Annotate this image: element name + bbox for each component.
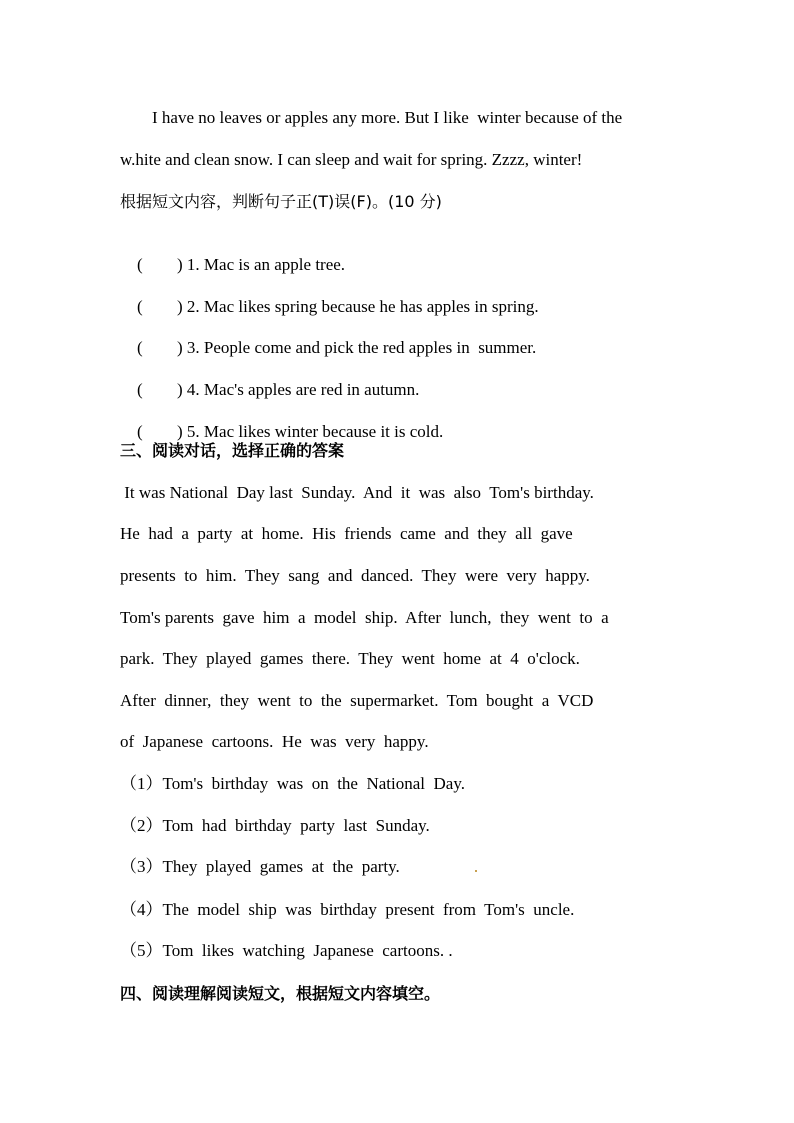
passage-line-1: I have no leaves or apples any more. But I like winter because of the [152, 108, 623, 127]
tf-item-text: 1. Mac is an apple tree. [186, 255, 346, 274]
tf-item-text: 3. People come and pick the red apples in summer. [186, 338, 537, 357]
section-3-passage-line: It was National Day last Sunday. And it was also Tom's birthday. [120, 483, 594, 502]
stray-dot [475, 870, 477, 872]
section-3-question-1: （1）Tom's birthday was on the National Day. [120, 774, 465, 793]
section-3-passage-line: of Japanese cartoons. He was very happy. [120, 732, 429, 751]
section-3-heading: 三、阅读对话，选择正确的答案 [120, 441, 345, 460]
section-3-question-2: （2）Tom had birthday party last Sunday. [120, 816, 430, 835]
section-3-passage-line: After dinner, they went to the supermarket. Tom bought a VCD [120, 691, 594, 710]
passage-line-2: w.hite and clean snow. I can sleep and wait for spring. Zzzz, winter! [120, 150, 583, 169]
tf-item-text: 4. Mac's apples are red in autumn. [186, 380, 420, 399]
answer-blank-close: ) [177, 297, 183, 316]
tf-instruction: 根据短文内容，判断句子正(T)误(F)。(10 分) [120, 192, 442, 211]
answer-blank-close: ) [177, 338, 183, 357]
answer-blank-close: ) [177, 255, 183, 274]
section-4-heading: 四、阅读理解阅读短文，根据短文内容填空。 [120, 984, 441, 1003]
section-3-passage-line: presents to him. They sang and danced. They were very happy. [120, 566, 590, 585]
section-3-passage-line: He had a party at home. His friends came and they all gave [120, 524, 573, 543]
answer-blank-open: ( [137, 380, 143, 399]
answer-blank-open: ( [137, 255, 143, 274]
answer-blank-close: ) [177, 422, 183, 441]
section-3-question-5: （5）Tom likes watching Japanese cartoons. . [120, 941, 453, 960]
answer-blank-open: ( [137, 297, 143, 316]
tf-item-text: 2. Mac likes spring because he has apples in spring. [186, 297, 539, 316]
section-3-passage-line: Tom's parents gave him a model ship. After lunch, they went to a [120, 608, 609, 627]
section-3-question-3: （3）They played games at the party. [120, 857, 400, 876]
section-3-passage-line: park. They played games there. They went home at 4 o'clock. [120, 649, 580, 668]
answer-blank-open: ( [137, 422, 143, 441]
answer-blank-open: ( [137, 338, 143, 357]
answer-blank-close: ) [177, 380, 183, 399]
tf-item-text: 5. Mac likes winter because it is cold. [186, 422, 444, 441]
section-3-question-4: （4）The model ship was birthday present from Tom's uncle. [120, 900, 575, 919]
